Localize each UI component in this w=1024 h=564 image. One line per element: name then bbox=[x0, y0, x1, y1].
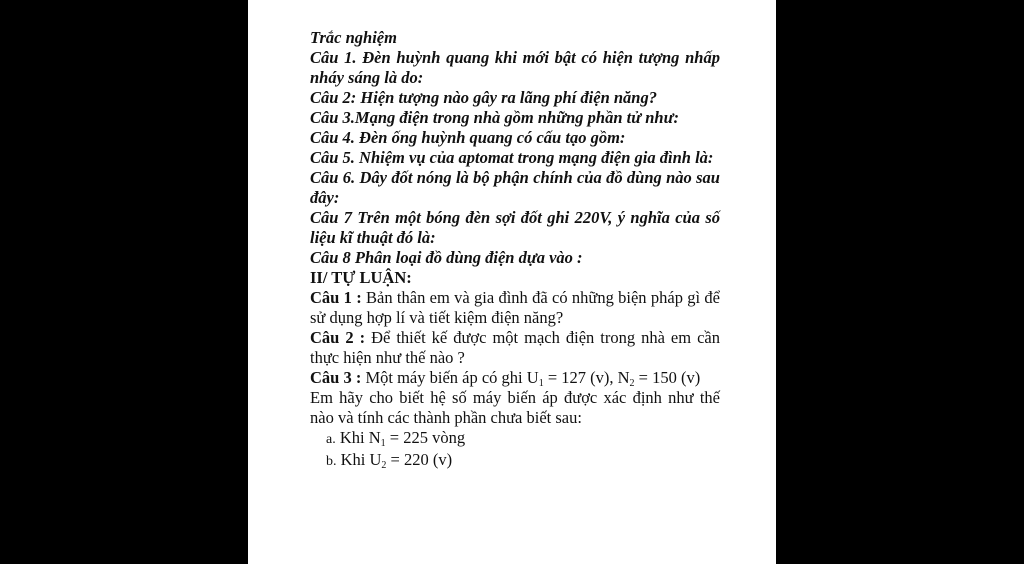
mc-question-8: Câu 8 Phân loại đồ dùng điện dựa vào : bbox=[310, 248, 583, 267]
mc-question-3: Câu 3.Mạng điện trong nhà gồm những phần tử như: bbox=[310, 108, 679, 127]
essay-q1-text: Bản thân em và gia đình đã có những biện pháp gì để sử dụng hợp lí và tiết kiệm điện năng? bbox=[310, 288, 720, 327]
essay-question-2 bbox=[310, 328, 720, 368]
section-title: Trắc nghiệm bbox=[310, 28, 397, 47]
essay-q3-sub1: 1 bbox=[538, 378, 544, 389]
part-a-sub: 1 bbox=[380, 438, 386, 449]
essay-q2-label: Câu 2 : bbox=[310, 328, 366, 347]
document-page bbox=[248, 0, 776, 564]
essay-q3-text-a: Một máy biến áp có ghi U bbox=[361, 368, 539, 387]
essay-q3-text-b: = 127 (v), N bbox=[543, 368, 630, 387]
mc-question-5: Câu 5. Nhiệm vụ của aptomat trong mạng điện gia đình là: bbox=[310, 148, 714, 167]
mc-question-6: Câu 6. Dây đốt nóng là bộ phận chính của đồ dùng nào sau đây: bbox=[310, 168, 720, 207]
part-b-text-b: = 220 (v) bbox=[386, 450, 453, 469]
essay-q3-part-b bbox=[310, 450, 720, 472]
essay-q3-label: Câu 3 : bbox=[310, 368, 362, 387]
essay-q3-followup: Em hãy cho biết hệ số máy biến áp được xác định như thế nào và tính các thành phần chưa biết sau: bbox=[310, 388, 720, 427]
essay-heading: II/ TỰ LUẬN: bbox=[310, 268, 412, 287]
mc-question-7: Câu 7 Trên một bóng đèn sợi đốt ghi 220V, ý nghĩa của số liệu kĩ thuật đó là: bbox=[310, 208, 720, 247]
essay-q1-label: Câu 1 : bbox=[310, 288, 362, 307]
essay-q3-sub2: 2 bbox=[629, 378, 635, 389]
essay-question-3 bbox=[310, 368, 720, 388]
document-content bbox=[310, 28, 720, 472]
mc-question-1: Câu 1. Đèn huỳnh quang khi mới bật có hiện tượng nhấp nháy sáng là do: bbox=[310, 48, 720, 87]
part-a-text-b: = 225 vòng bbox=[385, 428, 466, 447]
essay-question-1 bbox=[310, 288, 720, 328]
part-a-text-a: Khi N bbox=[335, 428, 381, 447]
mc-question-4: Câu 4. Đèn ống huỳnh quang có cấu tạo gồm: bbox=[310, 128, 626, 147]
mc-question-2: Câu 2: Hiện tượng nào gây ra lãng phí điện năng? bbox=[310, 88, 657, 107]
essay-q2-text: Để thiết kế được một mạch điện trong nhà em cần thực hiện như thế nào ? bbox=[310, 328, 720, 367]
part-a-label: a. bbox=[326, 432, 336, 447]
part-b-label: b. bbox=[326, 454, 337, 469]
essay-q3-text-c: = 150 (v) bbox=[634, 368, 701, 387]
part-b-sub: 2 bbox=[381, 460, 387, 471]
essay-q3-part-a bbox=[310, 428, 720, 450]
part-b-text-a: Khi U bbox=[336, 450, 382, 469]
